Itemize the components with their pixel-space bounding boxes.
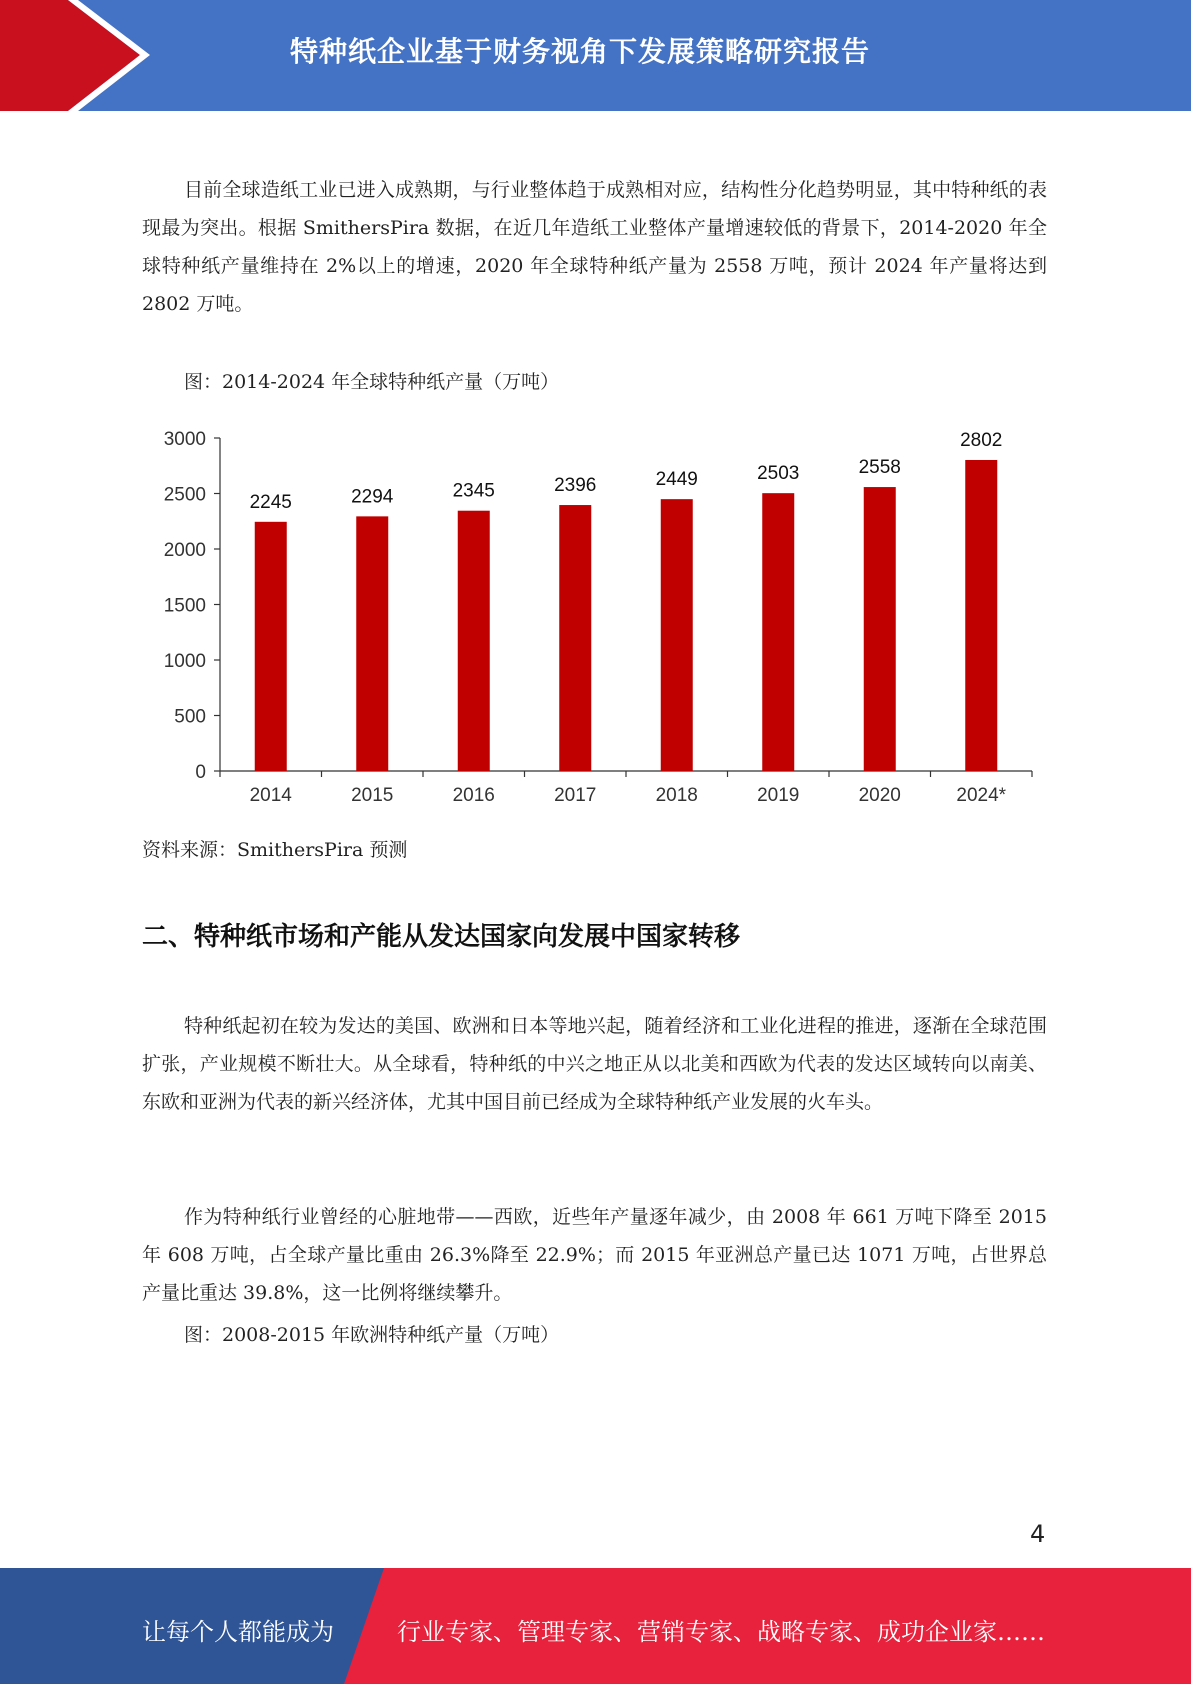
x-tick-label: 2018 xyxy=(655,785,698,806)
y-tick-label: 1500 xyxy=(163,595,206,617)
x-tick-label: 2020 xyxy=(858,785,901,806)
bar xyxy=(559,505,591,771)
x-tick-label: 2017 xyxy=(554,785,597,806)
y-tick-label: 0 xyxy=(195,762,206,783)
section2-paragraph-2: 作为特种纸行业曾经的心脏地带——西欧，近些年产量逐年减少，由 2008 年 661 万吨下降至 2015 年 608 万吨，占全球产量比重由 26.3%降至 22.9%；而 2015 年亚洲总产量已达 1071 万吨，占世界总产量比重达 39.8%，这一比例将继续攀升。 xyxy=(142,1206,1047,1304)
bar-value-label: 2245 xyxy=(249,491,292,513)
bar-series xyxy=(250,430,1003,771)
y-tick-label: 3000 xyxy=(163,429,206,450)
section-heading: 二、特种纸市场和产能从发达国家向发展中国家转移 xyxy=(142,922,741,952)
x-tick-label: 2019 xyxy=(757,785,800,806)
y-tick-label: 2000 xyxy=(163,540,206,561)
report-title: 特种纸企业基于财务视角下发展策略研究报告 xyxy=(290,35,871,68)
bar xyxy=(661,499,693,771)
y-tick-label: 1000 xyxy=(163,651,206,672)
footer-slogan: 让每个人都能成为 xyxy=(142,1618,334,1646)
bar xyxy=(965,460,997,771)
x-tick-label: 2024* xyxy=(956,785,1007,806)
section2-paragraph-1: 特种纸起初在较为发达的美国、欧洲和日本等地兴起，随着经济和工业化进程的推进，逐渐在全球范围扩张，产业规模不断壮大。从全球看，特种纸的中兴之地正从以北美和西欧为代表的发达区域转向以南美、东欧和亚洲为代表的新兴经济体，尤其中国目前已经成为全球特种纸产业发展的火车头。 xyxy=(142,1015,1047,1113)
x-tick-label: 2015 xyxy=(351,785,394,806)
figure2-caption: 图：2008-2015 年欧洲特种纸产量（万吨） xyxy=(184,1324,560,1346)
bar xyxy=(356,516,388,771)
intro-paragraph: 目前全球造纸工业已进入成熟期，与行业整体趋于成熟相对应，结构性分化趋势明显，其中特种纸的表现最为突出。根据 SmithersPira 数据，在近几年造纸工业整体产量增速较低的背景下，2014-2020 年全球特种纸产量维持在 2%以上的增速，2020 年全球特种纸产量为 2558 万吨，预计 2024 年产量将达到 2802 万吨。 xyxy=(142,179,1047,315)
x-axis xyxy=(220,771,1032,806)
bar-value-label: 2449 xyxy=(655,469,698,491)
bar xyxy=(458,511,490,771)
bar xyxy=(762,493,794,771)
bar-value-label: 2503 xyxy=(757,463,800,485)
page-header xyxy=(0,0,1191,111)
page-number: 4 xyxy=(1030,1520,1046,1548)
y-axis xyxy=(164,429,220,783)
bar-value-label: 2558 xyxy=(858,457,901,479)
x-tick-label: 2014 xyxy=(249,785,292,806)
bar-value-label: 2396 xyxy=(554,475,597,497)
production-bar-chart xyxy=(142,420,1042,820)
figure1-caption: 图：2014-2024 年全球特种纸产量（万吨） xyxy=(184,371,560,393)
y-tick-label: 500 xyxy=(174,706,206,728)
page-footer xyxy=(0,1568,1191,1684)
y-tick-label: 2500 xyxy=(163,484,206,506)
x-tick-label: 2016 xyxy=(452,785,495,806)
source-note: 资料来源：SmithersPira 预测 xyxy=(142,839,408,861)
bar xyxy=(864,487,896,771)
footer-roles: 行业专家、管理专家、营销专家、战略专家、成功企业家…… xyxy=(397,1618,1045,1646)
bar-value-label: 2802 xyxy=(960,429,1003,451)
bar-value-label: 2294 xyxy=(351,486,394,508)
bar-value-label: 2345 xyxy=(452,480,495,502)
bar xyxy=(255,522,287,771)
